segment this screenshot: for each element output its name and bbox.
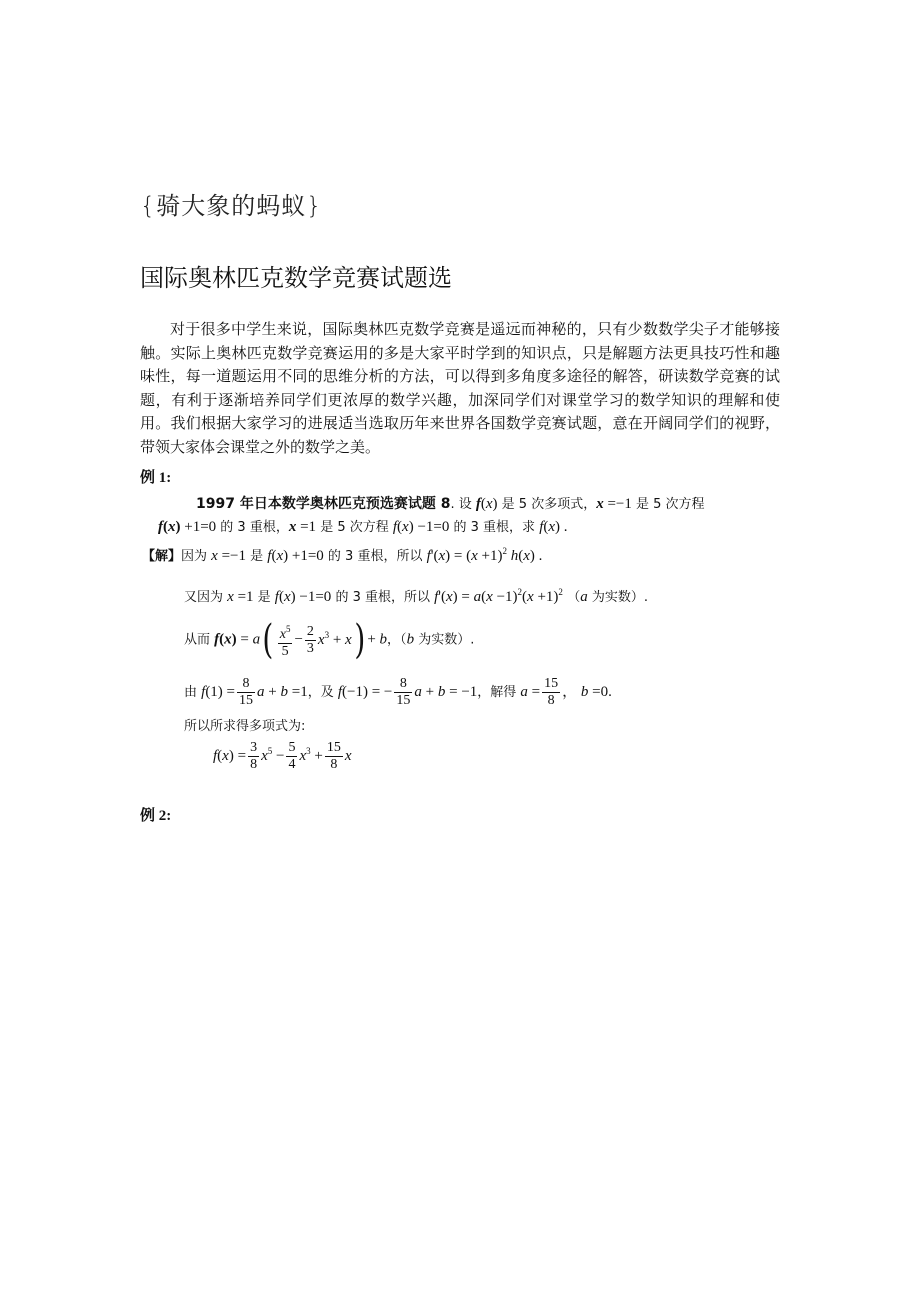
solution-line-4: 由 f(1) = $\frac{8}{15}$ a + b =1，及 f(−1) = − $\frac{8}{15}$ a + b = −1，解得 a = $\frac{15}{8}$ ， b =0. xyxy=(184,676,612,708)
example-2-label: 例 2: xyxy=(140,808,172,824)
final-polynomial: f(x) = $\frac{3}{8}$ $x^5$ − $\frac{5}{4}$ $x^3$ + $\frac{15}{8}$ x xyxy=(213,740,352,772)
document-subtitle: {骑大象的蚂蚁} xyxy=(140,192,323,220)
intro-paragraph: 对于很多中学生来说，国际奥林匹克数学竞赛是遥远而神秘的，只有少数数学尖子才能够接触。实际上奥林匹克数学竞赛运用的多是大家平时学到的知识点，只是解题方法更具技巧性和趣味性，每一道题运用不同的思维分析的方法，可以得到多角度多途径的解答，研读数学竞赛的试题，有利于逐渐培养同学们更浓厚的数学兴趣，加深同学们对课堂学习的数学知识的理解和使用。我们根据大家学习的进展适当选取历年来世界各国数学竞赛试题，意在开阔同学们的视野，带领大家体会课堂之外的数学之美。 xyxy=(140,320,780,456)
problem-source: 1997 年日本数学奥林匹克预选赛试题 8 xyxy=(196,496,451,512)
document-title: 国际奥林匹克数学竞赛试题选 xyxy=(140,264,452,292)
solution-line-2: 又因为 x =1 是 f(x) −1=0 的 3 重根，所以 $f'(x) = a(x -1)^2(x +1)^2$ （a 为实数）. xyxy=(184,587,648,605)
example-1-label: 例 1: xyxy=(140,470,172,486)
solution-line-5: 所以所求得多项式为: xyxy=(184,719,306,734)
solution-line-1: 【解】因为 x =−1 是 f(x) +1=0 的 3 重根，所以 $f'(x) = (x +1)^2$ h(x) . xyxy=(142,546,543,564)
example-1-problem: 1997 年日本数学奥林匹克预选赛试题 8. 设 f(x) 是 5 次多项式，x =−1 是 5 次方程 f(x) +1=0 的 3 重根，x =1 是 5 次方程 f(x) −1=0 的 3 重根，求 f(x) . xyxy=(158,496,705,535)
solution-line-3: 从而 f(x) = a( $\frac{x^5}{5}$ − $\frac{2}{3}$ $x^3 + x) + b$，（b 为实数）. xyxy=(184,617,475,663)
solution-tag: 【解】 xyxy=(142,549,182,564)
